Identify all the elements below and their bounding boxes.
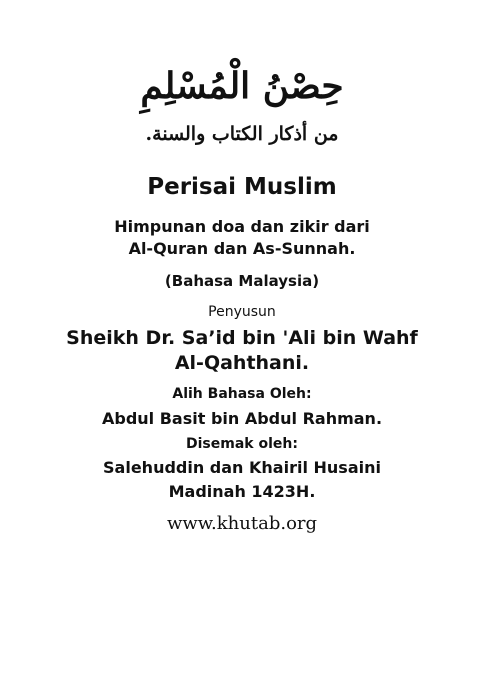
- compiler-name-line1: Sheikh Dr. Sa’id bin 'Ali bin Wahf: [66, 327, 418, 349]
- language-note: (Bahasa Malaysia): [164, 272, 320, 290]
- reviewer-label: Disemak oleh:: [186, 436, 298, 452]
- book-subtitle-line1: Himpunan doa dan zikir dari: [114, 217, 370, 236]
- book-title: Perisai Muslim: [147, 174, 337, 200]
- arabic-title: حِصْنُ الْمُسْلِمِ: [140, 65, 344, 107]
- reviewer-names: Salehuddin dan Khairil Husaini: [103, 458, 381, 477]
- arabic-subtitle: من أذكار الكتاب والسنة.: [145, 123, 339, 145]
- translator-name: Abdul Basit bin Abdul Rahman.: [101, 409, 383, 428]
- place-year: Madinah 1423H.: [168, 482, 316, 501]
- compiler-name-line2: Al-Qahthani.: [174, 352, 310, 374]
- book-subtitle-line2: Al-Quran dan As-Sunnah.: [128, 239, 356, 258]
- translator-label: Alih Bahasa Oleh:: [172, 386, 312, 402]
- compiler-label: Penyusun: [208, 304, 276, 320]
- website-link[interactable]: www.khutab.org: [166, 513, 318, 534]
